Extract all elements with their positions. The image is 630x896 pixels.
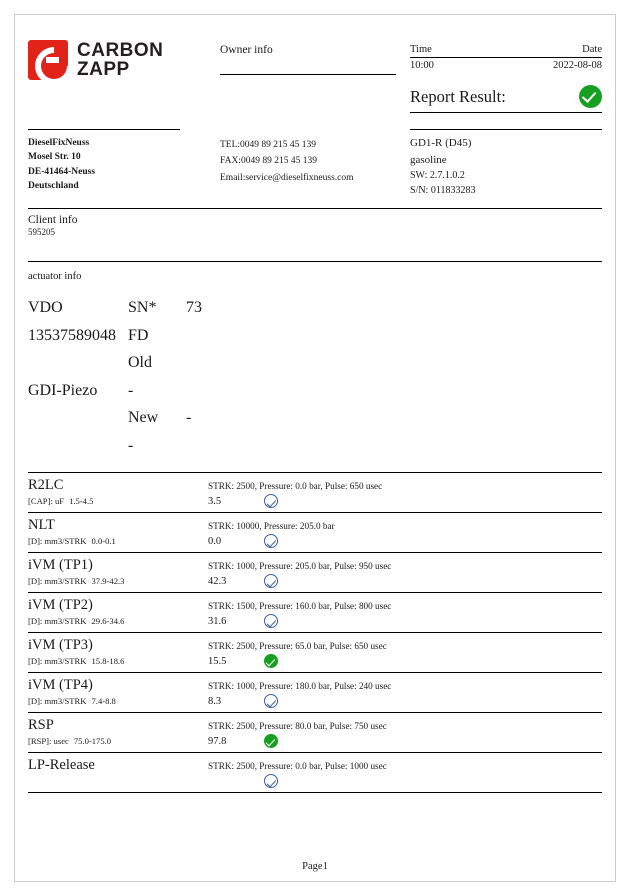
test-range: 37.9-42.3: [91, 575, 125, 586]
time-date-block: [396, 26, 602, 113]
table-row: [28, 633, 602, 673]
actuator-cell: GDI-Piezo: [28, 381, 98, 399]
device-block: [396, 129, 602, 198]
test-status-check-icon: [264, 574, 278, 588]
date-label: Date: [582, 44, 602, 55]
date-value: 2022-08-08: [553, 60, 602, 71]
test-conditions: STRK: 1500, Pressure: 160.0 bar, Pulse: 800 usec: [208, 601, 392, 612]
test-status-check-icon: [264, 654, 278, 668]
test-name: LP-Release: [28, 757, 95, 774]
actuator-cell: [28, 404, 128, 432]
test-range: 7.4-8.8: [91, 695, 116, 706]
time-label: Time: [410, 44, 432, 55]
test-conditions: STRK: 2500, Pressure: 0.0 bar, Pulse: 650 usec: [208, 481, 383, 492]
test-status-check-icon: [264, 774, 278, 788]
company-city: DE-41464-Neuss: [28, 166, 96, 177]
actuator-cell: [186, 322, 602, 350]
test-unit: [D]: mm3/STRK: [28, 695, 87, 706]
test-range: 1.5-4.5: [69, 495, 94, 506]
contact-email: Email:service@dieselfixneuss.com: [220, 172, 354, 183]
test-value: 3.5: [208, 495, 222, 507]
test-value: 8.3: [208, 695, 222, 707]
company-street: Mosel Str. 10: [28, 152, 81, 163]
actuator-cell: [186, 349, 602, 377]
page-footer: [0, 861, 630, 872]
company-country: Deutschland: [28, 180, 79, 191]
test-unit: [D]: mm3/STRK: [28, 535, 87, 546]
brand-line-2: ZAPP: [77, 59, 130, 80]
device-serial-number: S/N: 011833283: [410, 185, 476, 196]
test-name: RSP: [28, 717, 54, 734]
company-address-block: [28, 129, 220, 198]
test-value: 15.5: [208, 655, 227, 667]
owner-info-block: [220, 26, 396, 75]
client-info-title: Client info: [28, 214, 78, 226]
actuator-cell: 73: [186, 299, 202, 316]
actuator-cell: [186, 432, 602, 460]
actuator-cell: [28, 432, 128, 460]
time-value: 10:00: [410, 60, 434, 71]
actuator-info-title: actuator info: [28, 271, 82, 282]
contact-block: [220, 129, 396, 198]
test-conditions: STRK: 2500, Pressure: 65.0 bar, Pulse: 650 usec: [208, 641, 387, 652]
actuator-cell: -: [186, 409, 192, 427]
actuator-cell: Old: [128, 354, 152, 372]
contact-device-band: [28, 129, 602, 198]
report-result-row: [410, 85, 602, 113]
test-status-check-icon: [264, 494, 278, 508]
test-range: 75.0-175.0: [73, 735, 112, 746]
carbon-zapp-logo-icon: [28, 40, 68, 80]
device-fuel: gasoline: [410, 153, 447, 166]
test-conditions: STRK: 2500, Pressure: 80.0 bar, Pulse: 750 usec: [208, 721, 387, 732]
test-unit: [D]: mm3/STRK: [28, 575, 87, 586]
brand-block: [28, 26, 220, 80]
test-value: 42.3: [208, 575, 227, 587]
actuator-column-2: [128, 294, 186, 459]
client-section-divider: [28, 208, 602, 209]
test-range: 29.6-34.6: [91, 615, 125, 626]
test-value: 31.6: [208, 615, 227, 627]
report-header: [28, 26, 602, 113]
contact-fax: FAX:0049 89 215 45 139: [220, 156, 317, 167]
test-name: iVM (TP1): [28, 557, 93, 574]
device-software-version: SW: 2.7.1.0.2: [410, 170, 465, 181]
table-row: [28, 513, 602, 553]
test-unit: [RSP]: usec: [28, 735, 69, 746]
actuator-cell: 13537589048: [28, 326, 116, 344]
owner-info-label: Owner info: [220, 44, 273, 56]
actuator-cell: SN*: [128, 299, 157, 316]
contact-tel: TEL:0049 89 215 45 139: [220, 140, 317, 150]
table-row: [28, 753, 602, 793]
owner-info-value: [220, 61, 396, 75]
table-row: [28, 593, 602, 633]
test-status-check-icon: [264, 694, 278, 708]
result-pass-check-icon: [579, 85, 602, 108]
test-name: iVM (TP2): [28, 597, 93, 614]
company-divider: [28, 129, 180, 130]
test-status-check-icon: [264, 534, 278, 548]
test-unit: [CAP]: uF: [28, 495, 65, 506]
test-range: 15.8-18.6: [91, 655, 125, 666]
test-conditions: STRK: 10000, Pressure: 205.0 bar: [208, 521, 335, 532]
actuator-cell: [28, 349, 128, 377]
test-unit: [D]: mm3/STRK: [28, 655, 87, 666]
company-name: DieselFixNeuss: [28, 138, 90, 148]
actuator-column-3: [186, 294, 602, 459]
test-results-table: [28, 472, 602, 793]
test-conditions: STRK: 1000, Pressure: 205.0 bar, Pulse: 950 usec: [208, 561, 392, 572]
client-info-number: 595205: [28, 227, 55, 237]
test-conditions: STRK: 1000, Pressure: 180.0 bar, Pulse: 240 usec: [208, 681, 392, 692]
table-row: [28, 553, 602, 593]
test-unit: [D]: mm3/STRK: [28, 615, 87, 626]
actuator-column-1: [28, 294, 128, 459]
test-value: 0.0: [208, 535, 222, 547]
actuator-section-divider: [28, 261, 602, 262]
actuator-cell: -: [128, 381, 134, 399]
actuator-cell: VDO: [28, 299, 63, 316]
test-status-check-icon: [264, 734, 278, 748]
actuator-info-table: [28, 294, 602, 459]
actuator-cell: New: [128, 409, 159, 427]
test-value: 97.8: [208, 735, 227, 747]
table-row: [28, 673, 602, 713]
test-range: 0.0-0.1: [91, 535, 116, 546]
actuator-cell: -: [128, 436, 134, 454]
test-name: iVM (TP3): [28, 637, 93, 654]
device-model: GD1-R (D45): [410, 137, 472, 149]
test-status-check-icon: [264, 614, 278, 628]
report-result-label: Report Result:: [410, 86, 506, 106]
test-name: iVM (TP4): [28, 677, 93, 694]
test-name: R2LC: [28, 477, 64, 494]
actuator-cell: FD: [128, 326, 149, 344]
table-row: [28, 713, 602, 753]
test-conditions: STRK: 2500, Pressure: 0.0 bar, Pulse: 1000 usec: [208, 761, 387, 772]
brand-line-1: CARBON: [77, 40, 164, 61]
test-name: NLT: [28, 517, 55, 534]
table-row: [28, 473, 602, 513]
page-number: Page1: [302, 861, 328, 872]
actuator-cell: [186, 377, 602, 405]
device-divider: [410, 129, 602, 130]
